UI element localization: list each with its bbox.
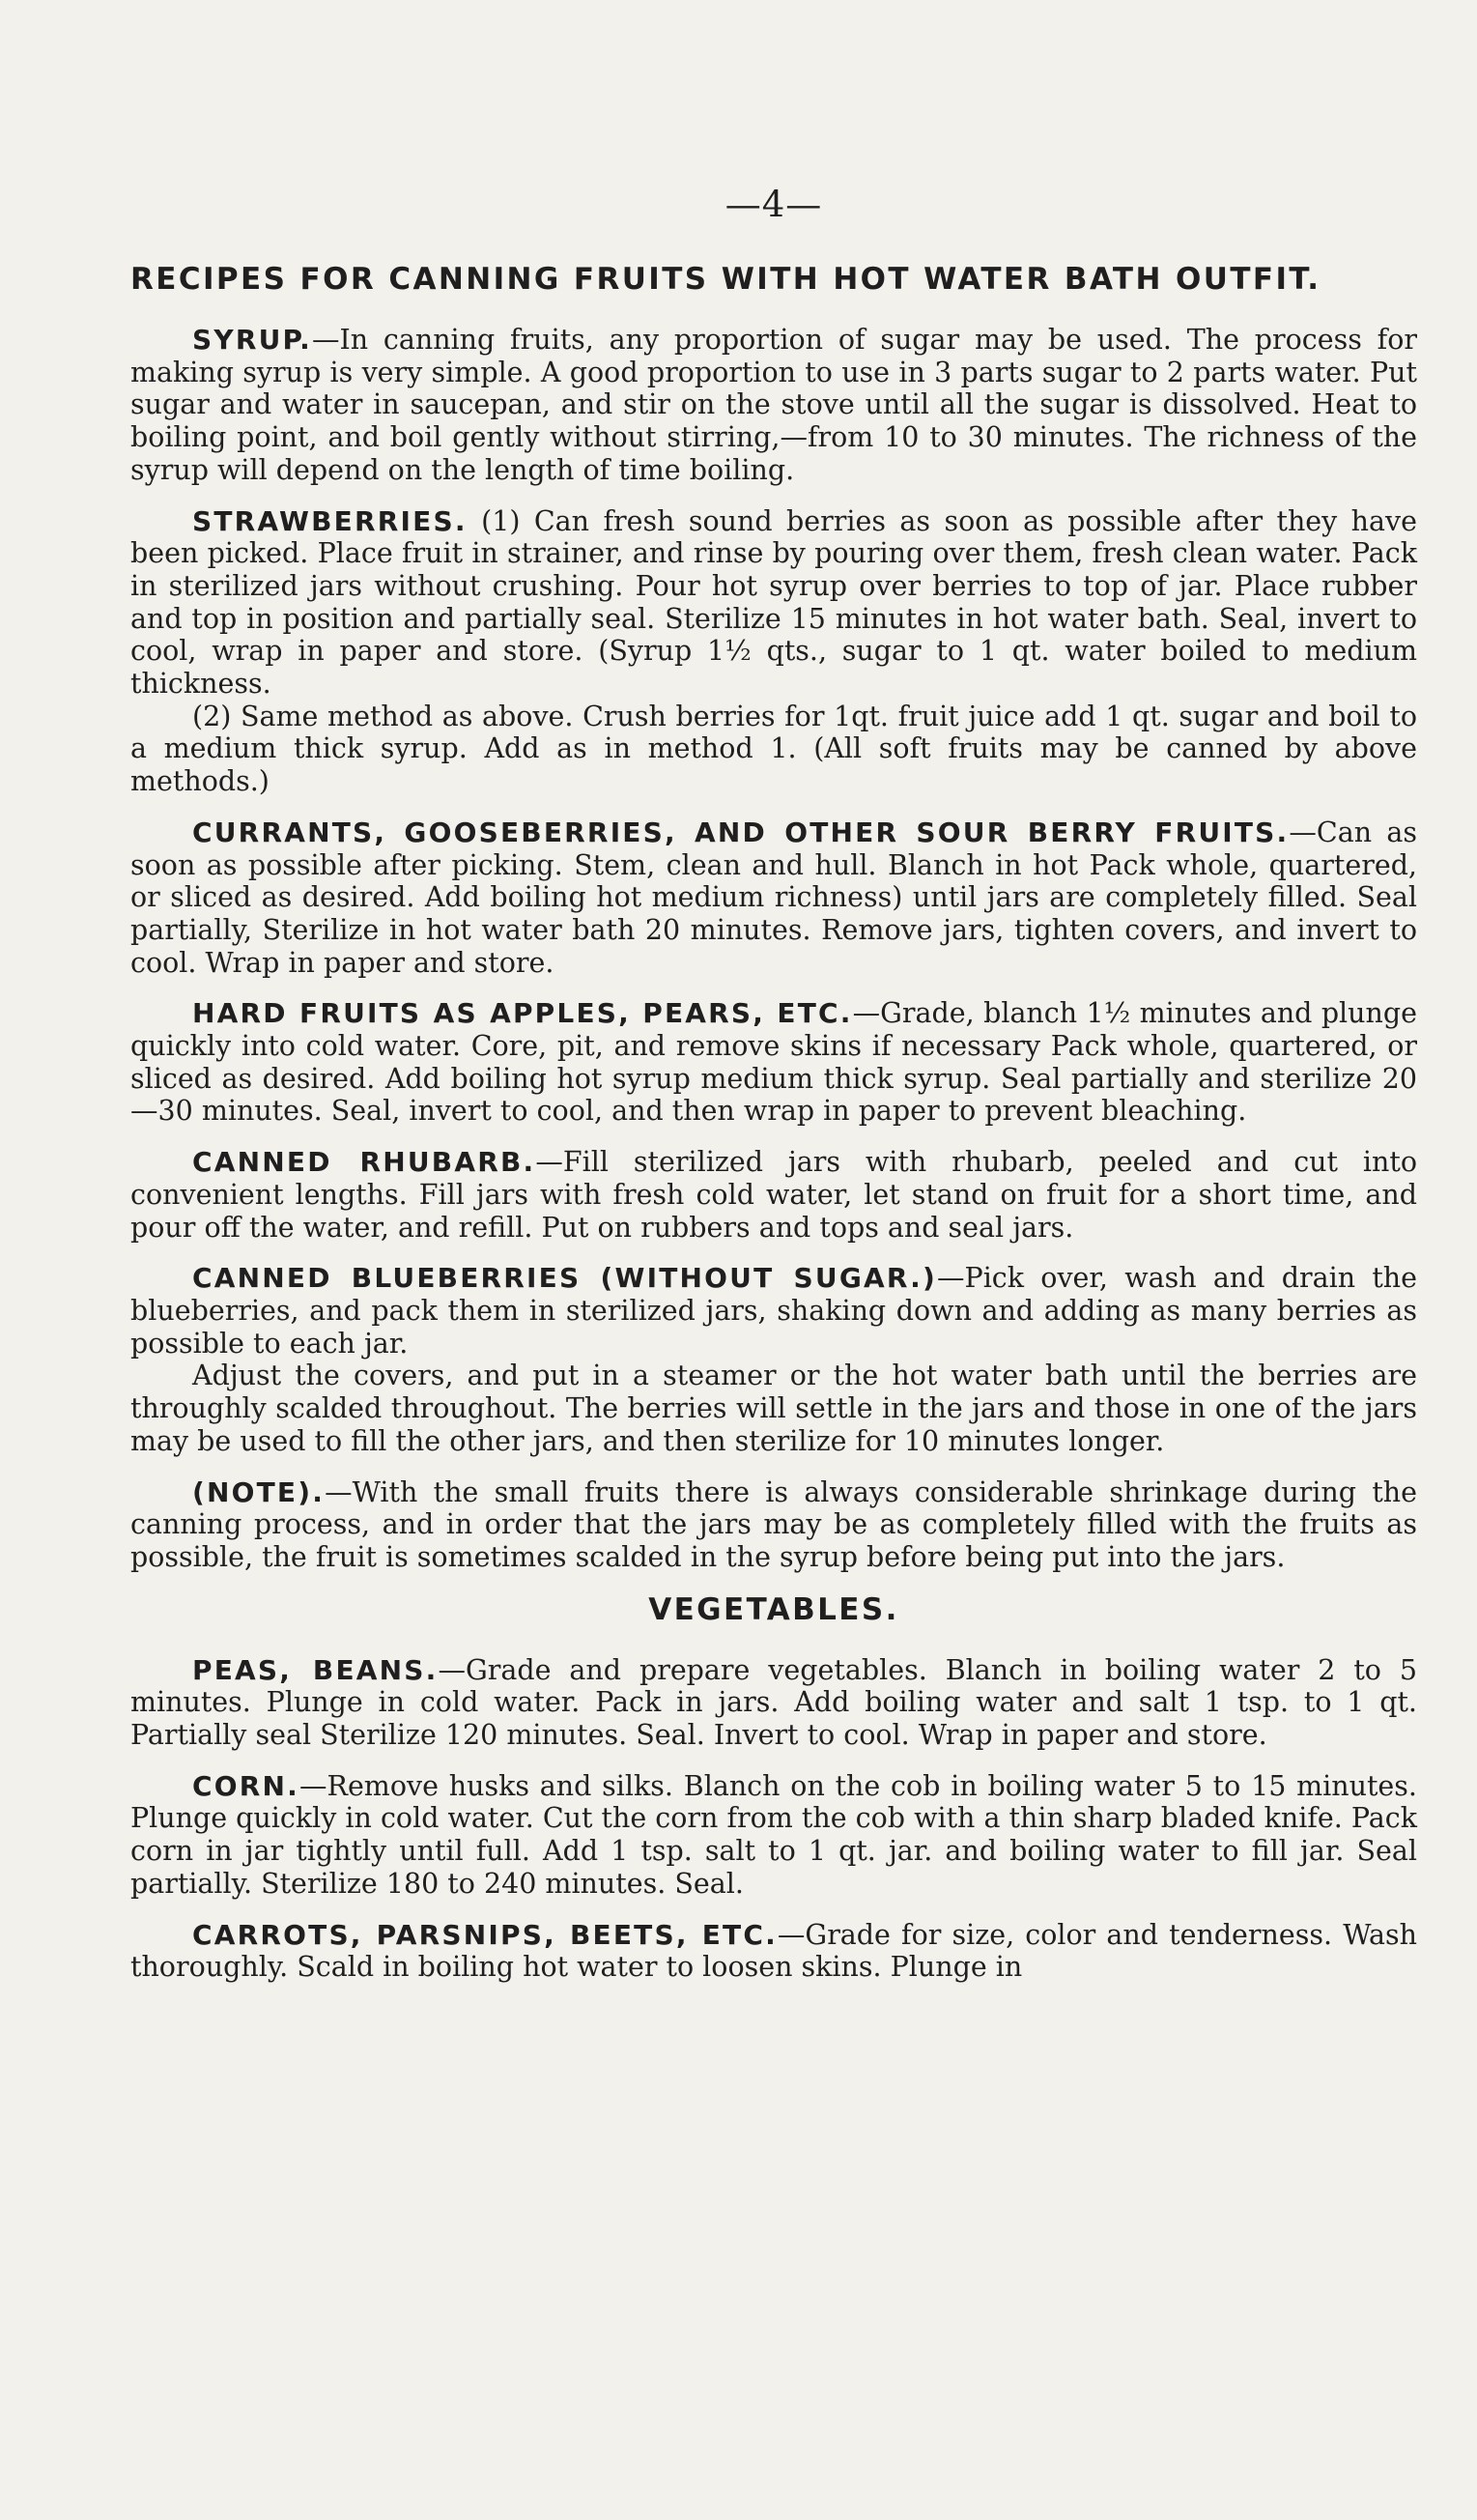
- recipe-hard-fruits: [130, 997, 1417, 1128]
- recipe-text: —Grade for size, color and tenderness. Wash thoroughly. Scald in boiling hot water to loosen skins. Plunge in: [130, 1918, 1417, 1984]
- recipe-lead: CORN.: [192, 1769, 299, 1802]
- recipe-lead: HARD FRUITS AS APPLES, PEARS, ETC.: [192, 997, 853, 1030]
- recipe-lead: PEAS, BEANS.: [192, 1653, 439, 1686]
- recipe-note: [130, 1476, 1417, 1574]
- recipe-blueberries: [130, 1262, 1417, 1360]
- recipe-peas-beans: [130, 1654, 1417, 1752]
- page-number: —4—: [724, 184, 823, 225]
- recipe-currants: [130, 816, 1417, 980]
- recipe-text: Adjust the covers, and put in a steamer or the hot water bath until the berries are throughly scalded throughout. The berries will settle in the jars and those in one of the jars may be used to fill the other jars, and then sterilize for 10 minutes longer.: [130, 1360, 1417, 1457]
- recipe-text: —Remove husks and silks. Blanch on the cob in boiling water 5 to 15 minutes. Plunge quickly in cold water. Cut the corn from the cob with a thin sharp bladed knife. Pack corn in jar tightly until full. Add 1 tsp. salt to 1 qt. jar. and boiling water to fill jar. Seal partially. Sterilize 180 to 240 minutes. Seal.: [130, 1769, 1417, 1900]
- recipe-text: (2) Same method as above. Crush berries for 1qt. fruit juice add 1 qt. sugar and boil to a medium thick syrup. Add as in method 1. (All soft fruits may be canned by above methods.): [130, 700, 1417, 798]
- recipe-syrup: [130, 324, 1417, 487]
- recipe-text: —Grade and prepare vegetables. Blanch in boiling water 2 to 5 minutes. Plunge in cold water. Pack in jars. Add boiling water and salt 1 tsp. to 1 qt. Partially seal Sterilize 120 minutes. Seal. Invert to cool. Wrap in paper and store.: [130, 1653, 1417, 1752]
- recipe-strawberries: [130, 505, 1417, 701]
- main-heading: RECIPES FOR CANNING FRUITS WITH HOT WATER BATH OUTFIT.: [130, 262, 1321, 297]
- recipe-corn: [130, 1770, 1417, 1901]
- recipe-text: —Grade, blanch 1½ minutes and plunge quickly into cold water. Core, pit, and remove skins if necessary Pack whole, quartered, or sliced as desired. Add boiling hot syrup medium thick syrup. Seal partially and sterilize 20—30 minutes. Seal, invert to cool, and then wrap in paper to prevent bleaching.: [130, 997, 1417, 1128]
- recipe-lead: (NOTE).: [192, 1475, 326, 1508]
- recipe-lead: STRAWBERRIES.: [192, 504, 468, 537]
- recipe-carrots: [130, 1919, 1417, 1984]
- recipe-lead: CURRANTS, GOOSEBERRIES, AND OTHER SOUR BERRY FRUITS.: [192, 816, 1290, 848]
- recipe-text: —Pick over, wash and drain the blueberries, and pack them in sterilized jars, shaking down and adding as many berries as possible to each jar.: [130, 1262, 1417, 1360]
- recipe-lead: CARROTS, PARSNIPS, BEETS, ETC.: [192, 1918, 778, 1951]
- recipe-text: (1) Can fresh sound berries as soon as possible after they have been picked. Place fruit in strainer, and rinse by pouring over them, fresh clean water. Pack in sterilized jars without crushing. Pour hot syrup over berries to top of jar. Place rubber and top in position and partially seal. Sterilize 15 minutes in hot water bath. Seal, invert to cool, wrap in paper and store. (Syrup 1½ qts., sugar to 1 qt. water boiled to medium thickness.: [130, 504, 1417, 701]
- recipe-text: —With the small fruits there is always considerable shrinkage during the canning process, and in order that the jars may be as completely filled with the fruits as possible, the fruit is sometimes scalded in the syrup before being put into the jars.: [130, 1475, 1417, 1573]
- recipe-strawberries-method-2: [130, 701, 1417, 798]
- recipe-lead: CANNED RHUBARB.: [192, 1146, 536, 1179]
- recipe-text: —In canning fruits, any proportion of sugar may be used. The process for making syrup is very simple. A good proportion to use in 3 parts sugar to 2 parts water. Put sugar and water in saucepan, and stir on the stove until all the sugar is dissolved. Heat to boiling point, and boil gently without stirring,—from 10 to 30 minutes. The richness of the syrup will depend on the length of time boiling.: [130, 324, 1417, 486]
- recipe-text: —Fill sterilized jars with rhubarb, peeled and cut into convenient lengths. Fill jars with fresh cold water, let stand on fruit for a short time, and pour off the water, and refill. Put on rubbers and tops and seal jars.: [130, 1146, 1418, 1244]
- recipe-blueberries-continued: [130, 1360, 1417, 1457]
- recipe-lead: SYRUP.: [192, 324, 312, 356]
- recipe-lead: CANNED BLUEBERRIES (WITHOUT SUGAR.): [192, 1262, 938, 1295]
- recipe-rhubarb: [130, 1146, 1417, 1244]
- recipe-text: —Can as soon as possible after picking. Stem, clean and hull. Blanch in hot Pack whole, quartered, or sliced as desired. Add boiling hot medium richness) until jars are completely filled. Seal partially, Sterilize in hot water bath 20 minutes. Remove jars, tighten covers, and invert to cool. Wrap in paper and store.: [130, 816, 1417, 979]
- vegetables-heading: VEGETABLES.: [648, 1591, 899, 1627]
